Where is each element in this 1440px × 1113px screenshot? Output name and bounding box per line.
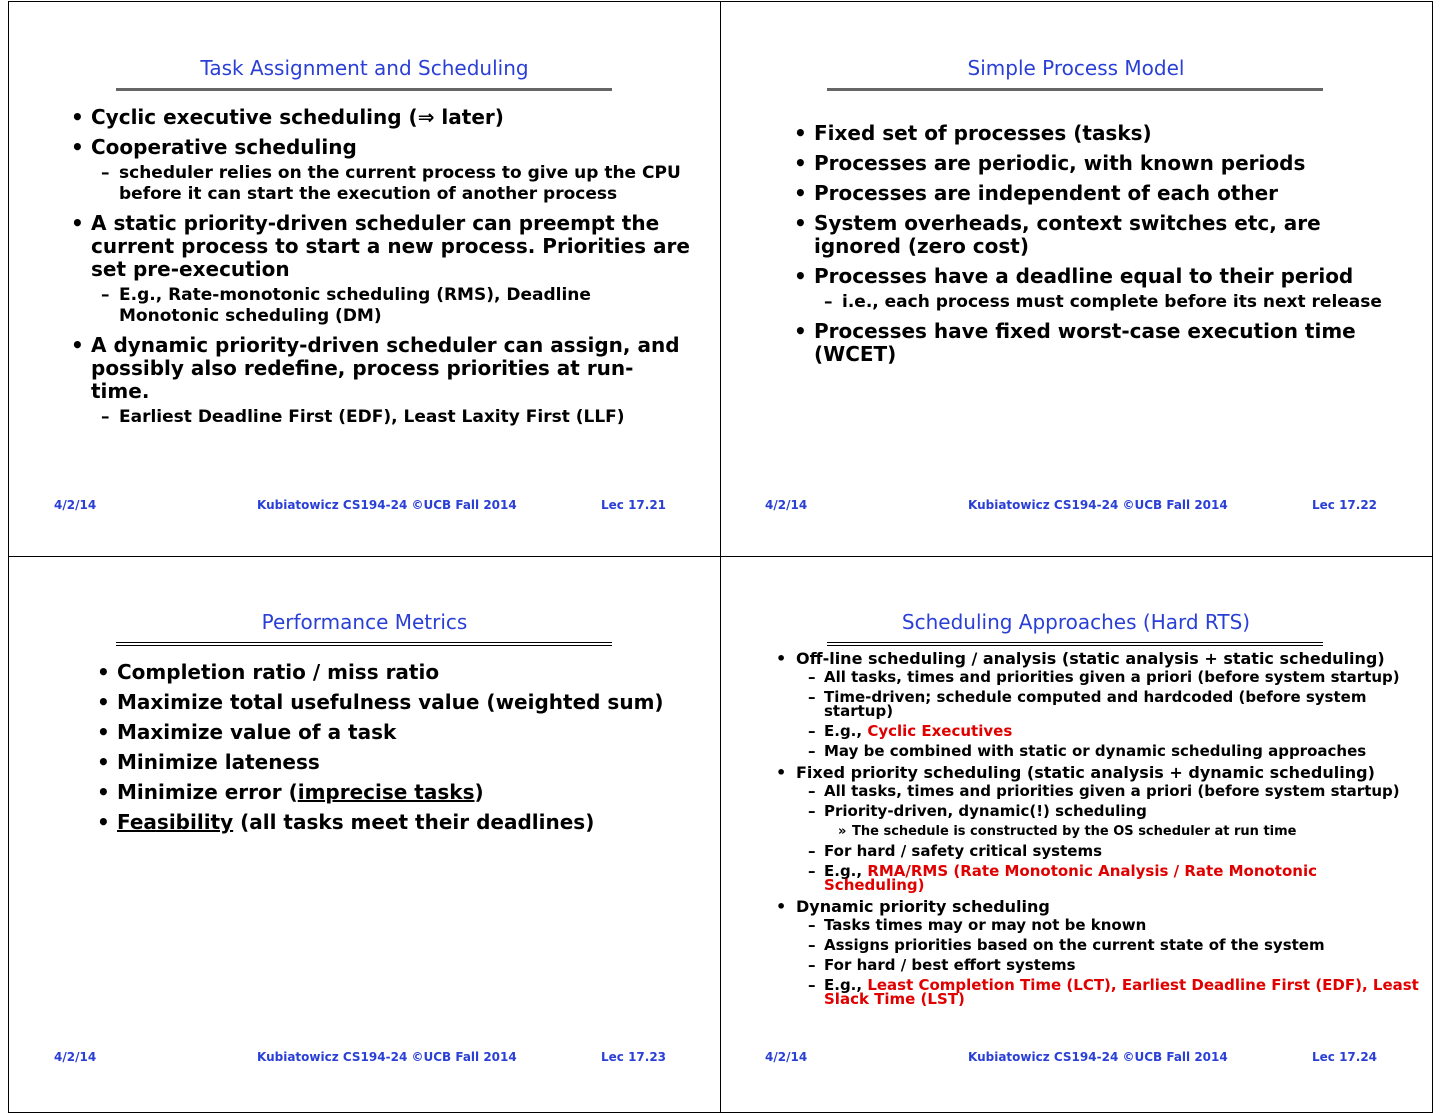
sub-sub-bullet: » The schedule is constructed by the OS scheduler at run time	[772, 824, 1422, 839]
footer-course: Kubiatowicz CS194-24 ©UCB Fall 2014	[968, 1050, 1228, 1064]
bullet: • Cooperative scheduling	[69, 136, 690, 159]
footer-lecture: Lec 17.23	[601, 1050, 667, 1064]
footer-course: Kubiatowicz CS194-24 ©UCB Fall 2014	[257, 498, 517, 512]
bullet	[95, 781, 690, 804]
bullet-text: (all tasks meet their deadlines)	[233, 810, 595, 834]
slide-title: Scheduling Approaches (Hard RTS)	[901, 610, 1251, 634]
bullet: • Maximize value of a task	[95, 721, 690, 744]
highlight-text: Least Completion Time (LCT), Earliest Deadline First (EDF), Least Slack Time (LST)	[824, 976, 1419, 1008]
title-rule	[116, 642, 612, 643]
sub-bullet: – scheduler relies on the current process to give up the CPU before it can start the execution of another process	[69, 163, 690, 205]
footer-date: 4/2/14	[54, 498, 97, 512]
slide-title: Task Assignment and Scheduling	[200, 56, 529, 80]
bullet: • Processes have fixed worst-case execution time (WCET)	[792, 320, 1402, 366]
slide-title: Performance Metrics	[261, 610, 468, 634]
slide-body	[792, 122, 1402, 373]
footer-lecture: Lec 17.24	[1312, 1050, 1378, 1064]
bullet: • Processes are periodic, with known periods	[792, 152, 1402, 175]
bullet: • Minimize lateness	[95, 751, 690, 774]
sub-bullet: – i.e., each process must complete before its next release	[792, 292, 1402, 313]
footer-course: Kubiatowicz CS194-24 ©UCB Fall 2014	[968, 498, 1228, 512]
sub-bullet	[772, 864, 1422, 892]
bullet: • A static priority-driven scheduler can preempt the current process to start a new process. Priorities are set pre-execution	[69, 212, 690, 281]
highlight-text: RMA/RMS (Rate Monotonic Analysis / Rate Monotonic Scheduling)	[824, 862, 1317, 894]
footer-date: 4/2/14	[765, 1050, 808, 1064]
bullet: • Completion ratio / miss ratio	[95, 661, 690, 684]
bullet: • Dynamic priority scheduling	[772, 898, 1422, 916]
sub-bullet: – Priority-driven, dynamic(!) scheduling	[772, 804, 1422, 818]
title-rule	[116, 88, 612, 91]
slide-body	[95, 661, 690, 841]
sub-bullet	[772, 978, 1422, 1006]
footer-course: Kubiatowicz CS194-24 ©UCB Fall 2014	[257, 1050, 517, 1064]
footer-lecture: Lec 17.22	[1312, 498, 1378, 512]
bullet-text: )	[474, 780, 484, 804]
slide-4	[720, 556, 1433, 1113]
bullet-text: E.g.,	[824, 722, 868, 740]
slide-1	[8, 1, 721, 557]
bullet: • System overheads, context switches etc, are ignored (zero cost)	[792, 212, 1402, 258]
imprecise-tasks-text: imprecise tasks	[297, 780, 475, 804]
highlight-text: Cyclic Executives	[867, 722, 1013, 740]
sub-bullet: – All tasks, times and priorities given a priori (before system startup)	[772, 784, 1422, 798]
sub-bullet: – Time-driven; schedule computed and hardcoded (before system startup)	[772, 690, 1422, 718]
feasibility-text: Feasibility	[117, 810, 234, 834]
bullet-text: E.g.,	[824, 862, 868, 880]
slide-title: Simple Process Model	[967, 56, 1185, 80]
bullet: • Processes are independent of each other	[792, 182, 1402, 205]
sub-bullet	[772, 724, 1422, 738]
bullet: • Fixed priority scheduling (static analysis + dynamic scheduling)	[772, 764, 1422, 782]
slide-2	[720, 1, 1433, 557]
sub-bullet: – May be combined with static or dynamic scheduling approaches	[772, 744, 1422, 758]
sub-bullet: – Tasks times may or may not be known	[772, 918, 1422, 932]
bullet: • A dynamic priority-driven scheduler can assign, and possibly also redefine, process priorities at run-time.	[69, 334, 690, 403]
bullet	[95, 811, 690, 834]
sub-bullet: – All tasks, times and priorities given a priori (before system startup)	[772, 670, 1422, 684]
sub-bullet: – Earliest Deadline First (EDF), Least Laxity First (LLF)	[69, 407, 690, 428]
slide-body	[772, 650, 1422, 1012]
title-rule	[827, 642, 1323, 643]
footer-date: 4/2/14	[765, 498, 808, 512]
sub-bullet: – Assigns priorities based on the current state of the system	[772, 938, 1422, 952]
footer-lecture: Lec 17.21	[601, 498, 667, 512]
bullet: • Maximize total usefulness value (weighted sum)	[95, 691, 690, 714]
sub-bullet: – For hard / best effort systems	[772, 958, 1422, 972]
bullet-text: E.g.,	[824, 976, 868, 994]
bullet: • Off-line scheduling / analysis (static analysis + static scheduling)	[772, 650, 1422, 668]
bullet: • Processes have a deadline equal to their period	[792, 265, 1402, 288]
sub-bullet: – E.g., Rate-monotonic scheduling (RMS), Deadline Monotonic scheduling (DM)	[69, 285, 690, 327]
sub-bullet: – For hard / safety critical systems	[772, 844, 1422, 858]
footer-date: 4/2/14	[54, 1050, 97, 1064]
slide-body	[69, 106, 690, 435]
slide-3	[8, 556, 721, 1113]
title-rule	[827, 88, 1323, 91]
bullet: • Fixed set of processes (tasks)	[792, 122, 1402, 145]
bullet: • Cyclic executive scheduling (⇒ later)	[69, 106, 690, 129]
bullet-text: Minimize error (	[117, 780, 298, 804]
